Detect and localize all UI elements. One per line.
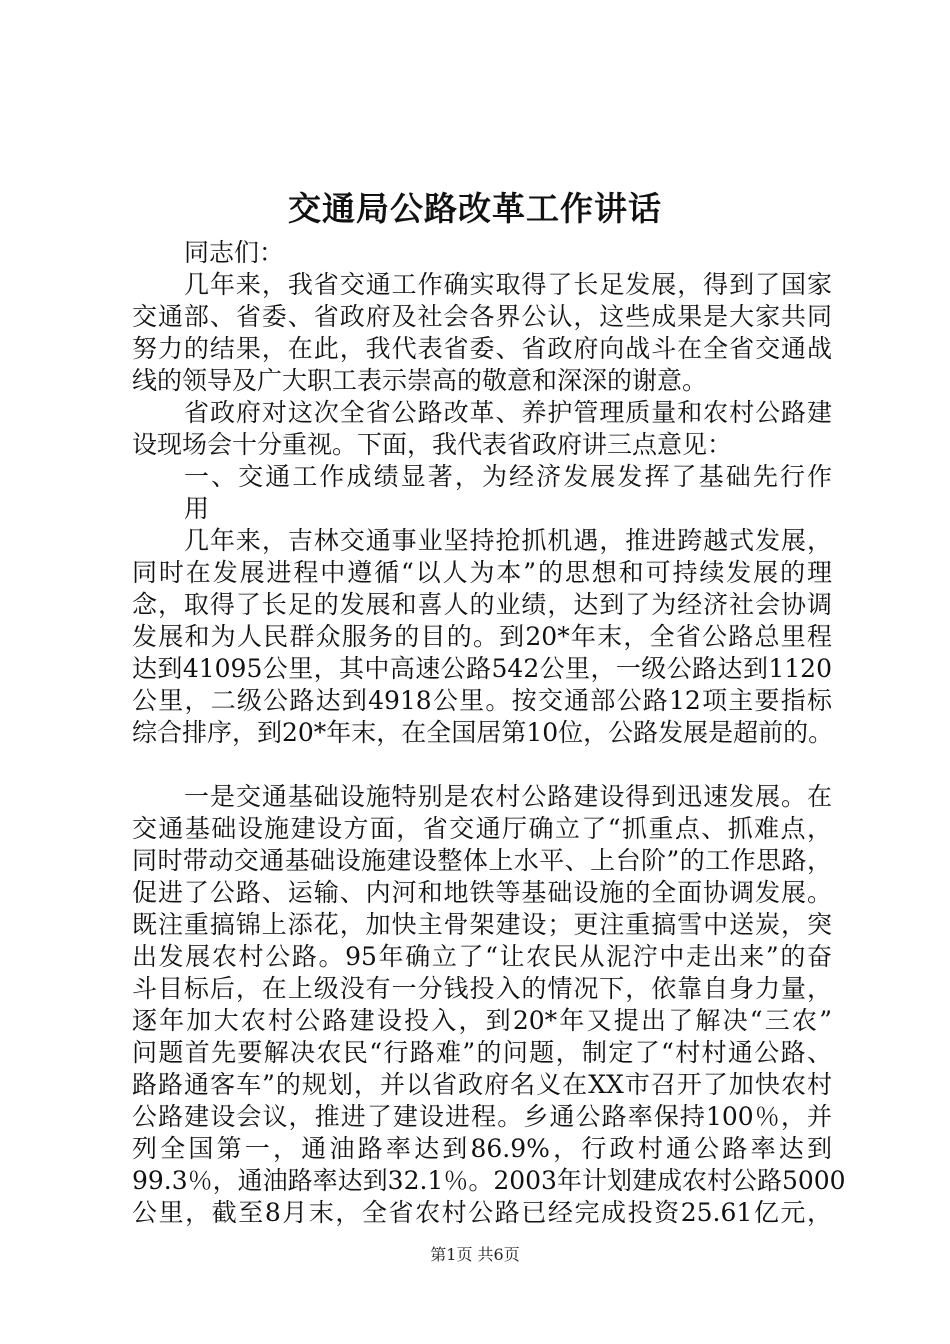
body-line: 念，取得了长足的发展和喜人的业绩，达到了为经济社会协调 (132, 590, 832, 619)
salutation: 同志们： (184, 238, 285, 267)
body-line: 列全国第一，通油路率达到86.9%，行政村通公路率达到 (132, 1134, 832, 1163)
body-line: 促进了公路、运输、内河和地铁等基础设施的全面协调发展。 (132, 878, 832, 907)
paragraph-gap (132, 749, 832, 781)
body-line: 线的领导及广大职工表示崇高的敬意和深深的谢意。 (132, 366, 708, 395)
body-line: 发展和为人民群众服务的目的。到20*年末，全省公路总里程 (132, 622, 832, 651)
body-line: 交通基础设施建设方面，省交通厅确立了“抓重点、抓难点， (132, 814, 832, 843)
body-line: 努力的结果，在此，我代表省委、省政府向战斗在全省交通战 (132, 334, 832, 363)
body-line: 几年来，吉林交通事业坚持抢抓机遇，推进跨越式发展， (184, 526, 832, 555)
body-line: 逐年加大农村公路建设投入，到20*年又提出了解决“三农” (132, 1006, 832, 1035)
body-line: 同时在发展进程中遵循“以人为本”的思想和可持续发展的理 (132, 558, 832, 587)
body-line: 路路通客车”的规划，并以省政府名义在XX市召开了加快农村 (132, 1070, 832, 1099)
document-title: 交通局公路改革工作讲话 (288, 189, 662, 228)
section-heading: 一、交通工作成绩显著，为经济发展发挥了基础先行作 (184, 462, 832, 491)
body-line: 出发展农村公路。95年确立了“让农民从泥泞中走出来”的奋 (132, 942, 832, 971)
body-line: 同时带动交通基础设施建设整体上水平、上台阶”的工作思路， (132, 846, 832, 875)
body-line: 达到41095公里，其中高速公路542公里，一级公路达到1120 (132, 654, 832, 683)
body-line: 公路建设会议，推进了建设进程。乡通公路率保持100％，并 (132, 1102, 832, 1131)
body-line: 问题首先要解决农民“行路难”的问题，制定了“村村通公路、 (132, 1038, 832, 1067)
section-heading: 用 (184, 494, 210, 523)
body-line: 设现场会十分重视。下面，我代表省政府讲三点意见： (132, 430, 733, 459)
document-body (132, 237, 846, 1229)
body-line: 斗目标后，在上级没有一分钱投入的情况下，依靠自身力量， (132, 974, 832, 1003)
body-line: 交通部、省委、省政府及社会各界公认，这些成果是大家共同 (132, 302, 832, 331)
body-line: 几年来，我省交通工作确实取得了长足发展，得到了国家 (184, 270, 832, 299)
body-line: 公里，二级公路达到4918公里。按交通部公路12项主要指标 (132, 686, 832, 715)
body-line: 综合排序，到20*年末，在全国居第10位，公路发展是超前的。 (132, 718, 834, 747)
page-number-footer: 第1页 共6页 (430, 1245, 520, 1264)
body-line: 既注重搞锦上添花，加快主骨架建设；更注重搞雪中送炭，突 (132, 910, 832, 939)
body-line: 公里，截至8月末，全省农村公路已经完成投资25.61亿元， (132, 1198, 832, 1227)
body-line: 一是交通基础设施特别是农村公路建设得到迅速发展。在 (184, 782, 832, 811)
body-line: 99.3％，通油路率达到32.1％。2003年计划建成农村公路5000 (132, 1166, 846, 1195)
body-line: 省政府对这次全省公路改革、养护管理质量和农村公路建 (184, 398, 832, 427)
